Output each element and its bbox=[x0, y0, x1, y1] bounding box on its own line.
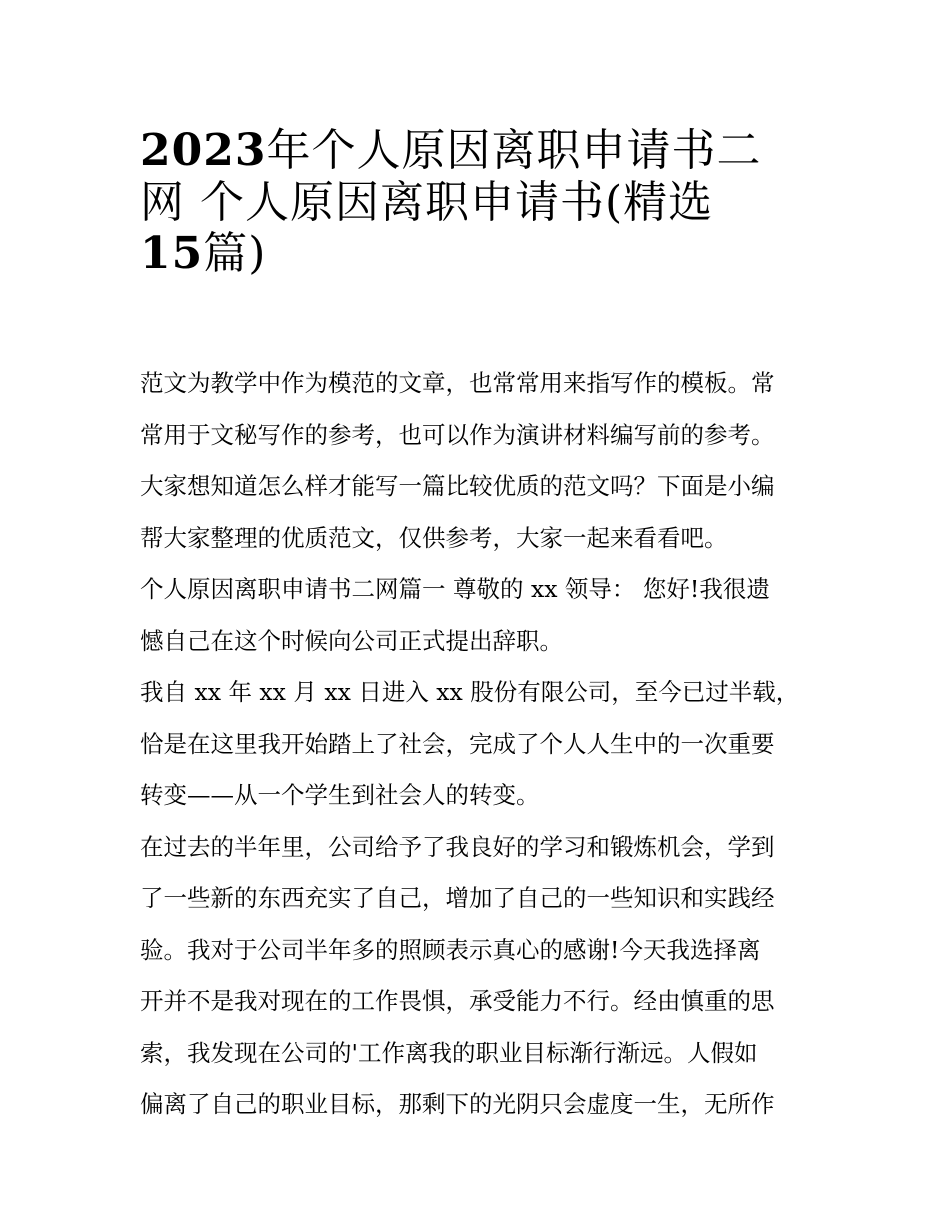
body-line: 大家想知道怎么样才能写一篇比较优质的范文吗？下面是小编 bbox=[140, 472, 775, 500]
body-line: 常用于文秘写作的参考，也可以作为演讲材料编写前的参考。 bbox=[140, 420, 775, 449]
body-line: 验。我对于公司半年多的照顾表示真心的感谢!今天我选择离 bbox=[140, 935, 761, 964]
body-line: 开并不是我对现在的工作畏惧，承受能力不行。经由慎重的思 bbox=[140, 987, 775, 1015]
title-line-3-text: 篇) bbox=[203, 228, 267, 279]
title-line-1-text: 年个人原因离职申请书二 bbox=[266, 125, 762, 176]
body-line: 恰是在这里我开始踏上了社会，完成了个人人生中的一次重要 bbox=[140, 729, 775, 758]
document-title bbox=[140, 112, 820, 279]
title-line-1 bbox=[140, 112, 820, 176]
body-line: 了一些新的东西充实了自己，增加了自己的一些知识和实践经 bbox=[140, 884, 775, 912]
body-line: 索，我发现在公司的'工作离我的职业目标渐行渐远。人假如 bbox=[140, 1038, 758, 1067]
body-line: 范文为教学中作为模范的文章，也常常用来指写作的模板。常 bbox=[140, 369, 775, 397]
title-line-3-number: 15 bbox=[140, 228, 204, 279]
body-line: 我自 xx 年 xx 月 xx 日进入 xx 股份有限公司，至今已过半载， bbox=[140, 678, 800, 706]
body-line: 转变——从一个学生到社会人的转变。 bbox=[140, 781, 540, 809]
body-line: 在过去的半年里，公司给予了我良好的学习和锻炼机会，学到 bbox=[140, 832, 775, 861]
body-line: 帮大家整理的优质范文，仅供参考，大家一起来看看吧。 bbox=[140, 523, 728, 552]
title-line-1-year: 2023 bbox=[140, 125, 267, 176]
body-line: 憾自己在这个时候向公司正式提出辞职。 bbox=[140, 626, 563, 655]
document-body bbox=[140, 358, 820, 1131]
body-line: 个人原因离职申请书二网篇一 尊敬的 xx 领导： 您好!我很遗 bbox=[140, 575, 770, 603]
title-line-2-text: 网 个人原因离职申请书(精选 bbox=[140, 176, 714, 228]
body-line: 偏离了自己的职业目标，那剩下的光阴只会虚度一生，无所作 bbox=[140, 1090, 775, 1118]
